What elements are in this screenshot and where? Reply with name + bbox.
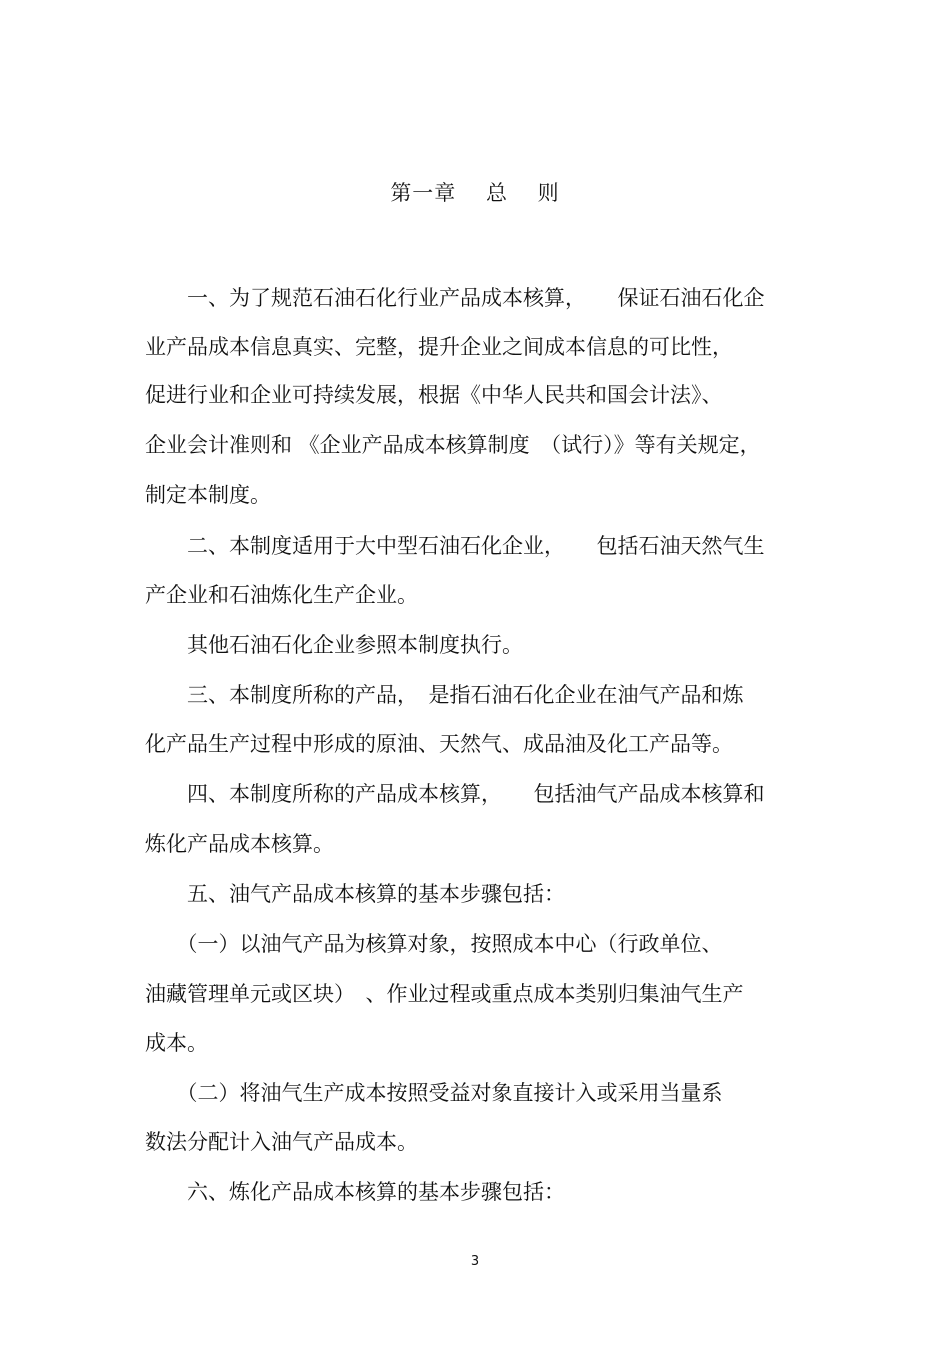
- body-line: 促进行业和企业可持续发展，根据《中华人民共和国会计法》、: [145, 383, 723, 407]
- body-line: 制定本制度。: [145, 483, 271, 507]
- body-line: 一、为了规范石油石化行业产品成本核算， 保证石油石化企: [145, 286, 765, 310]
- body-line: 数法分配计入油气产品成本。: [145, 1130, 418, 1154]
- body-line: 炼化产品成本核算。: [145, 832, 334, 856]
- body-line: 油藏管理单元或区块） 、作业过程或重点成本类别归集油气生产: [145, 982, 744, 1006]
- body-line: 五、油气产品成本核算的基本步骤包括：: [145, 882, 565, 906]
- body-line: （二）将油气生产成本按照受益对象直接计入或采用当量系: [145, 1081, 723, 1105]
- body-line: 其他石油石化企业参照本制度执行。: [145, 633, 523, 657]
- page-number: 3: [470, 1254, 480, 1269]
- body-line: 企业会计准则和 《企业产品成本核算制度 （试行）》等有关规定，: [145, 433, 761, 457]
- body-line: 三、本制度所称的产品， 是指石油石化企业在油气产品和炼: [145, 683, 744, 707]
- body-line: 四、本制度所称的产品成本核算， 包括油气产品成本核算和: [145, 782, 765, 806]
- body-line: 化产品生产过程中形成的原油、天然气、成品油及化工产品等。: [145, 732, 733, 756]
- body-line: 成本。: [145, 1031, 208, 1055]
- body-line: 产企业和石油炼化生产企业。: [145, 583, 418, 607]
- body-line: 业产品成本信息真实、完整，提升企业之间成本信息的可比性，: [145, 335, 733, 359]
- body-line: 六、炼化产品成本核算的基本步骤包括：: [145, 1180, 565, 1204]
- chapter-title: 第一章 总 则: [390, 181, 560, 205]
- body-line: 二、本制度适用于大中型石油石化企业， 包括石油天然气生: [145, 534, 765, 558]
- body-line: （一）以油气产品为核算对象，按照成本中心（行政单位、: [145, 932, 723, 956]
